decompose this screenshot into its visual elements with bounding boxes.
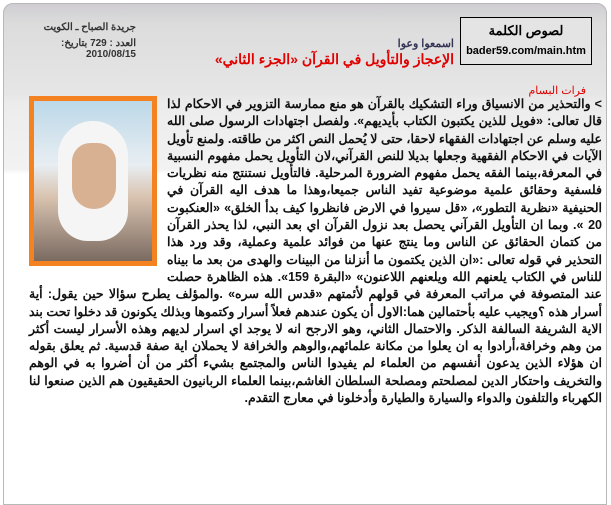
section-name: اسمعوا وعوا	[397, 38, 454, 50]
author-photo	[29, 96, 157, 266]
site-box-url: bader59.com/main.htm	[466, 45, 586, 57]
author-name: فرات البسام	[528, 85, 586, 97]
site-box	[460, 17, 592, 65]
article-title: الإعجاز والتأويل في القرآن «الجزء الثاني»	[214, 51, 454, 67]
article-body	[29, 96, 602, 407]
issue-date: العدد : 729 بتاريخ: 2010/08/15	[61, 38, 136, 60]
newspaper-name: جريدة الصباح ـ الكويت	[43, 22, 136, 33]
page-frame	[3, 3, 607, 505]
article-text: > والتحذير من الانسياق وراء التشكيك بالقرآن هو منع ممارسة التزوير في الاحكام لذا قال تعالى: «فويل للذين يكتبون الكتاب بأيديهم». ولفصل اجتهادات الرسول صلى الله عليه وسلم عن اجتهادات الفقهاء لاحقا، حتى لا يُحمل النص اكثر من طاقته. ولمنع تأويل الآيات في الاحكام الفقهية وجعلها بديلا للنص القرآني،لان التأويل يحمل مفهوم النسبية في المعرفة،بينما الفقه يحمل مفهوم الضرورة المرحلية. فالتأويل نستنتج منه نظريات فلسفية وحقائق علمية موضوعية تفيد الناس جميعا،وهذا ما هدف اليه القرآن في الحنيفية «نظرية التطور»، «قل سيروا في الارض فانظروا كيف بدأ الخلق» «العنكبوت 20 ». وبما ان التأويل القرآني يحصل بعد نزول القرآن اي بعد النبي، لذا يحذر القرآن من كتمان الحقائق عن الناس وما ينتج عنها من فوائد علمية وعملية، وقد ورد هذا التحذير في قوله تعالى :«ان الذين يكتمون ما أنزلنا من البينات والهدى من بعد ما بيناه للناس في الكتاب يلعنهم الله ويلعنهم اللاعنون» «البقرة 159». هذه الظاهرة حصلت عند المتصوفة في مراتب المعرفة في قولهم لأئمتهم «قدس الله سره» .والمؤلف يطرح سؤالا حين يقول: أية أسرار هذه ؟ويجيب عليه بأحتمالين هما:الاول أن يكون عندهم فعلاً أسرار وكتموها وبذلك يكونون قد دخلوا تحت بند الاية الشريفة السالفة الذكر. والاحتمال الثاني، وهو الارجح انه لا يوجد اي اسرار لديهم وهذه الأسرار ليست أكثر من وهم وخرافة،أرادوا به ان يعلوا من مكانة علمائهم،والوهم والخرافة لا يحملان اية صفة قدسية. ثم يعلق بقوله ان هؤلاء الذين يدعون أنفسهم من العلماء لم يفيدوا الناس والمجتمع بشيء أكثر من أن أضروا به في الوهم والتخريف واحتكار الدين لمصلحتم ومصلحة السلطان الغاشم،بينما العلماء الربانيون الحقيقيون هم الذين صنعوا لنا الكهرباء والتلفون والدواء والسيارة والطيارة وأدخلونا في معارج التقدم.	[29, 97, 602, 406]
site-box-label: لصوص الكلمة	[488, 23, 564, 38]
